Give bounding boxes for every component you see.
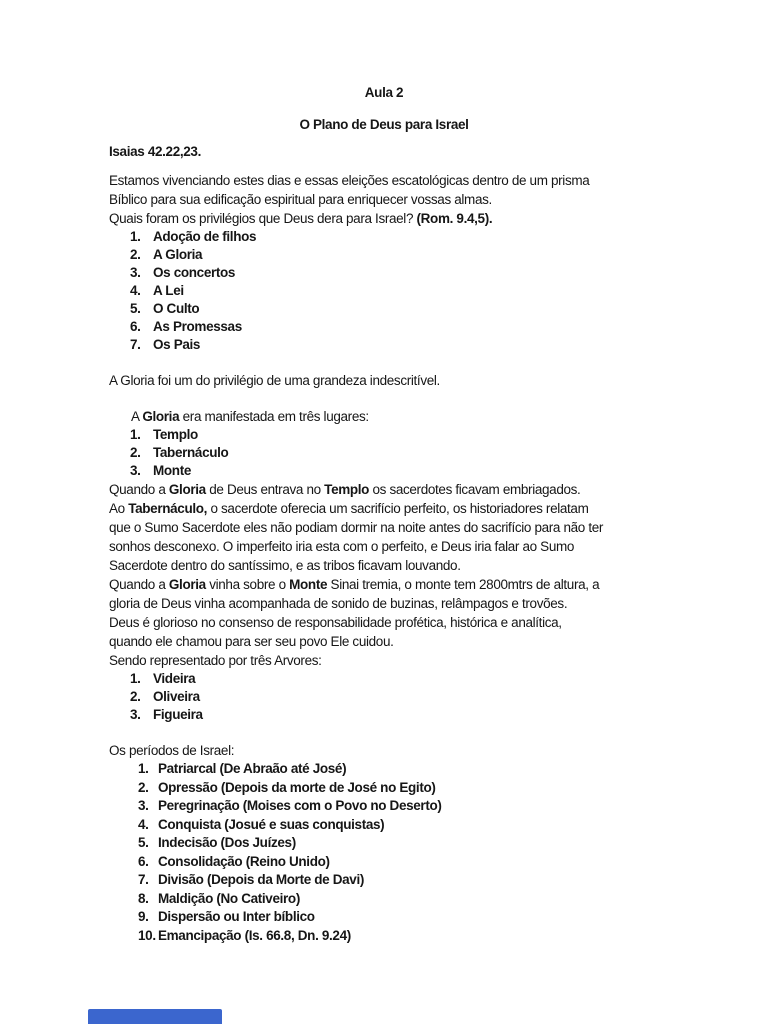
scripture-reference: Isaias 42.22,23. (109, 144, 201, 159)
periods-intro: Os períodos de Israel: (109, 743, 235, 758)
list-item: Figueira (153, 707, 203, 722)
periods-list (109, 760, 659, 945)
list-item: Monte (153, 463, 191, 478)
intro-paragraph (109, 171, 659, 209)
text-run: os sacerdotes ficavam embriagados. (369, 482, 581, 497)
list-item: A Lei (153, 283, 184, 298)
list-item: A Gloria (153, 247, 203, 262)
glorioso-paragraph (109, 613, 659, 651)
text-run: sonhos desconexo. O imperfeito iria esta com o perfeito, e Deus iria falar ao Sumo (109, 539, 575, 554)
arvores-intro: Sendo representado por três Arvores: (109, 653, 322, 668)
list-item: Conquista (Josué e suas conquistas) (158, 816, 385, 832)
list-item: Maldição (No Cativeiro) (158, 890, 300, 906)
list-item: Tabernáculo (153, 445, 229, 460)
list-item: Patriarcal (De Abraão até José) (158, 761, 347, 776)
list-item: Adoção de filhos (153, 229, 257, 244)
text-run: (Rom. 9.4,5). (416, 211, 493, 226)
text-run: era manifestada em três lugares: (179, 409, 369, 424)
trees-list (109, 670, 659, 724)
list-item: Opressão (Depois da morte de José no Egito) (158, 779, 436, 795)
text-run: Gloria (168, 482, 206, 497)
text-run: Quando a (109, 577, 169, 592)
list-item: O Culto (153, 301, 200, 316)
document-title: O Plano de Deus para Israel (299, 117, 469, 132)
list-item: Emancipação (Is. 66.8, Dn. 9.24) (158, 927, 351, 943)
list-item: Divisão (Depois da Morte de Davi) (158, 872, 364, 887)
privileges-list (109, 228, 659, 354)
templo-paragraph (109, 480, 659, 499)
list-item: Peregrinação (Moises com o Povo no Deserto) (158, 798, 442, 813)
page-loading-bar (88, 1009, 222, 1024)
list-item: As Promessas (153, 319, 242, 334)
list-item: Videira (153, 671, 196, 686)
text-run: Bíblico para sua edificação espiritual para enriquecer vossas almas. (109, 192, 492, 207)
text-run: Gloria (142, 409, 180, 424)
tabernaculo-paragraph (109, 499, 659, 575)
list-item: Os Pais (153, 337, 201, 352)
lesson-heading: Aula 2 (364, 85, 404, 100)
list-item: Indecisão (Dos Juízes) (158, 835, 296, 850)
monte-paragraph (109, 575, 659, 613)
text-run: Quando a (109, 482, 169, 497)
gloria-places-intro (109, 407, 659, 426)
text-run: que o Sumo Sacerdote eles não podiam dormir na noite antes do sacrifício para não ter (109, 520, 604, 535)
text-run: quando ele chamou para ser seu povo Ele cuidou. (109, 634, 394, 649)
text-run: Tabernáculo, (128, 501, 208, 516)
text-run: de Deus entrava no (205, 482, 325, 497)
text-run: Estamos vivenciando estes dias e essas eleições escatológicas dentro de um prisma (109, 173, 590, 188)
text-run: Deus é glorioso no consenso de responsabilidade profética, histórica e analítica, (109, 615, 562, 630)
text-run: A (131, 409, 143, 424)
text-run: o sacerdote oferecia um sacrifício perfeito, os historiadores relatam (207, 501, 589, 516)
text-run: gloria de Deus vinha acompanhada de sonido de buzinas, relâmpagos e trovões. (109, 596, 568, 611)
gloria-note: A Gloria foi um do privilégio de uma grandeza indescritível. (109, 373, 440, 388)
text-run: vinha sobre o (205, 577, 290, 592)
text-run: Monte (289, 577, 328, 592)
places-list (109, 426, 659, 480)
list-item: Oliveira (153, 689, 200, 704)
text-run: Quais foram os privilégios que Deus dera para Israel? (109, 211, 417, 226)
list-item: Consolidação (Reino Unido) (158, 853, 330, 869)
list-item: Os concertos (153, 265, 236, 280)
text-run: Sinai tremia, o monte tem 2800mtrs de altura, a (327, 577, 600, 592)
text-run: Sacerdote dentro do santíssimo, e as tribos ficavam louvando. (109, 558, 461, 573)
list-item: Dispersão ou Inter bíblico (158, 909, 315, 924)
list-item: Templo (153, 427, 198, 442)
text-run: Ao (109, 501, 129, 516)
question-line (109, 209, 659, 228)
text-run: Templo (324, 482, 370, 497)
text-run: Gloria (168, 577, 206, 592)
